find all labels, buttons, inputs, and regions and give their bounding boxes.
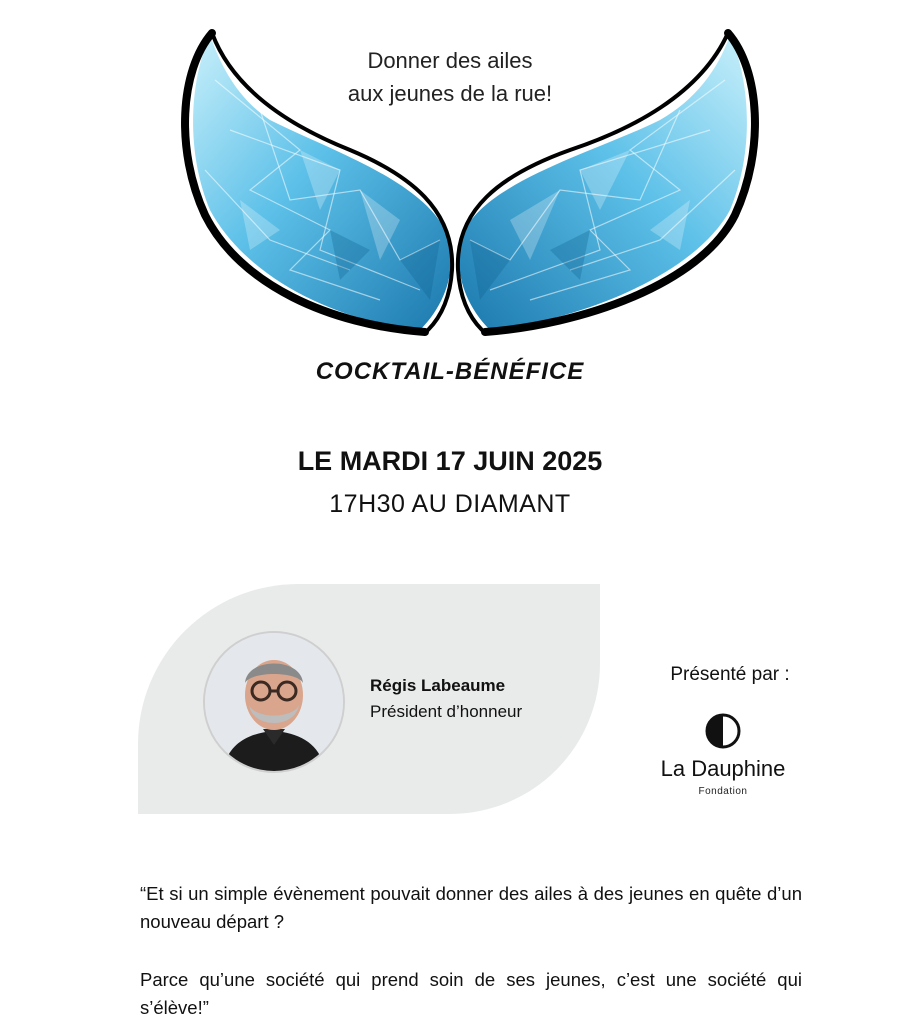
tagline-line-1: Donner des ailes [367, 48, 533, 73]
event-time-place: 17H30 AU DIAMANT [329, 490, 571, 518]
tagline-line-2: aux jeunes de la rue! [347, 81, 553, 106]
presented-by-label: Présenté par : [670, 664, 790, 685]
quote-paragraph-2: Parce qu’une société qui prend soin de ses jeunes, c’est une société qui s’élève!” [140, 969, 802, 1018]
portrait-photo [205, 633, 343, 771]
event-date: LE MARDI 17 JUIN 2025 [297, 446, 603, 476]
honoree-role: Président d’honneur [370, 702, 523, 721]
event-type-title: COCKTAIL-BÉNÉFICE [315, 358, 585, 385]
sponsor-name: La Dauphine [660, 756, 786, 781]
quote-paragraph-1: “Et si un simple évènement pouvait donner des ailes à des jeunes en quête d’un nouveau départ ? [140, 883, 802, 932]
avatar [203, 631, 345, 773]
half-moon-icon [705, 713, 741, 749]
tagline [300, 44, 600, 110]
sponsor-subtitle: Fondation [698, 786, 748, 797]
honoree-name: Régis Labeaume [370, 676, 506, 695]
quote-block [140, 880, 802, 1022]
